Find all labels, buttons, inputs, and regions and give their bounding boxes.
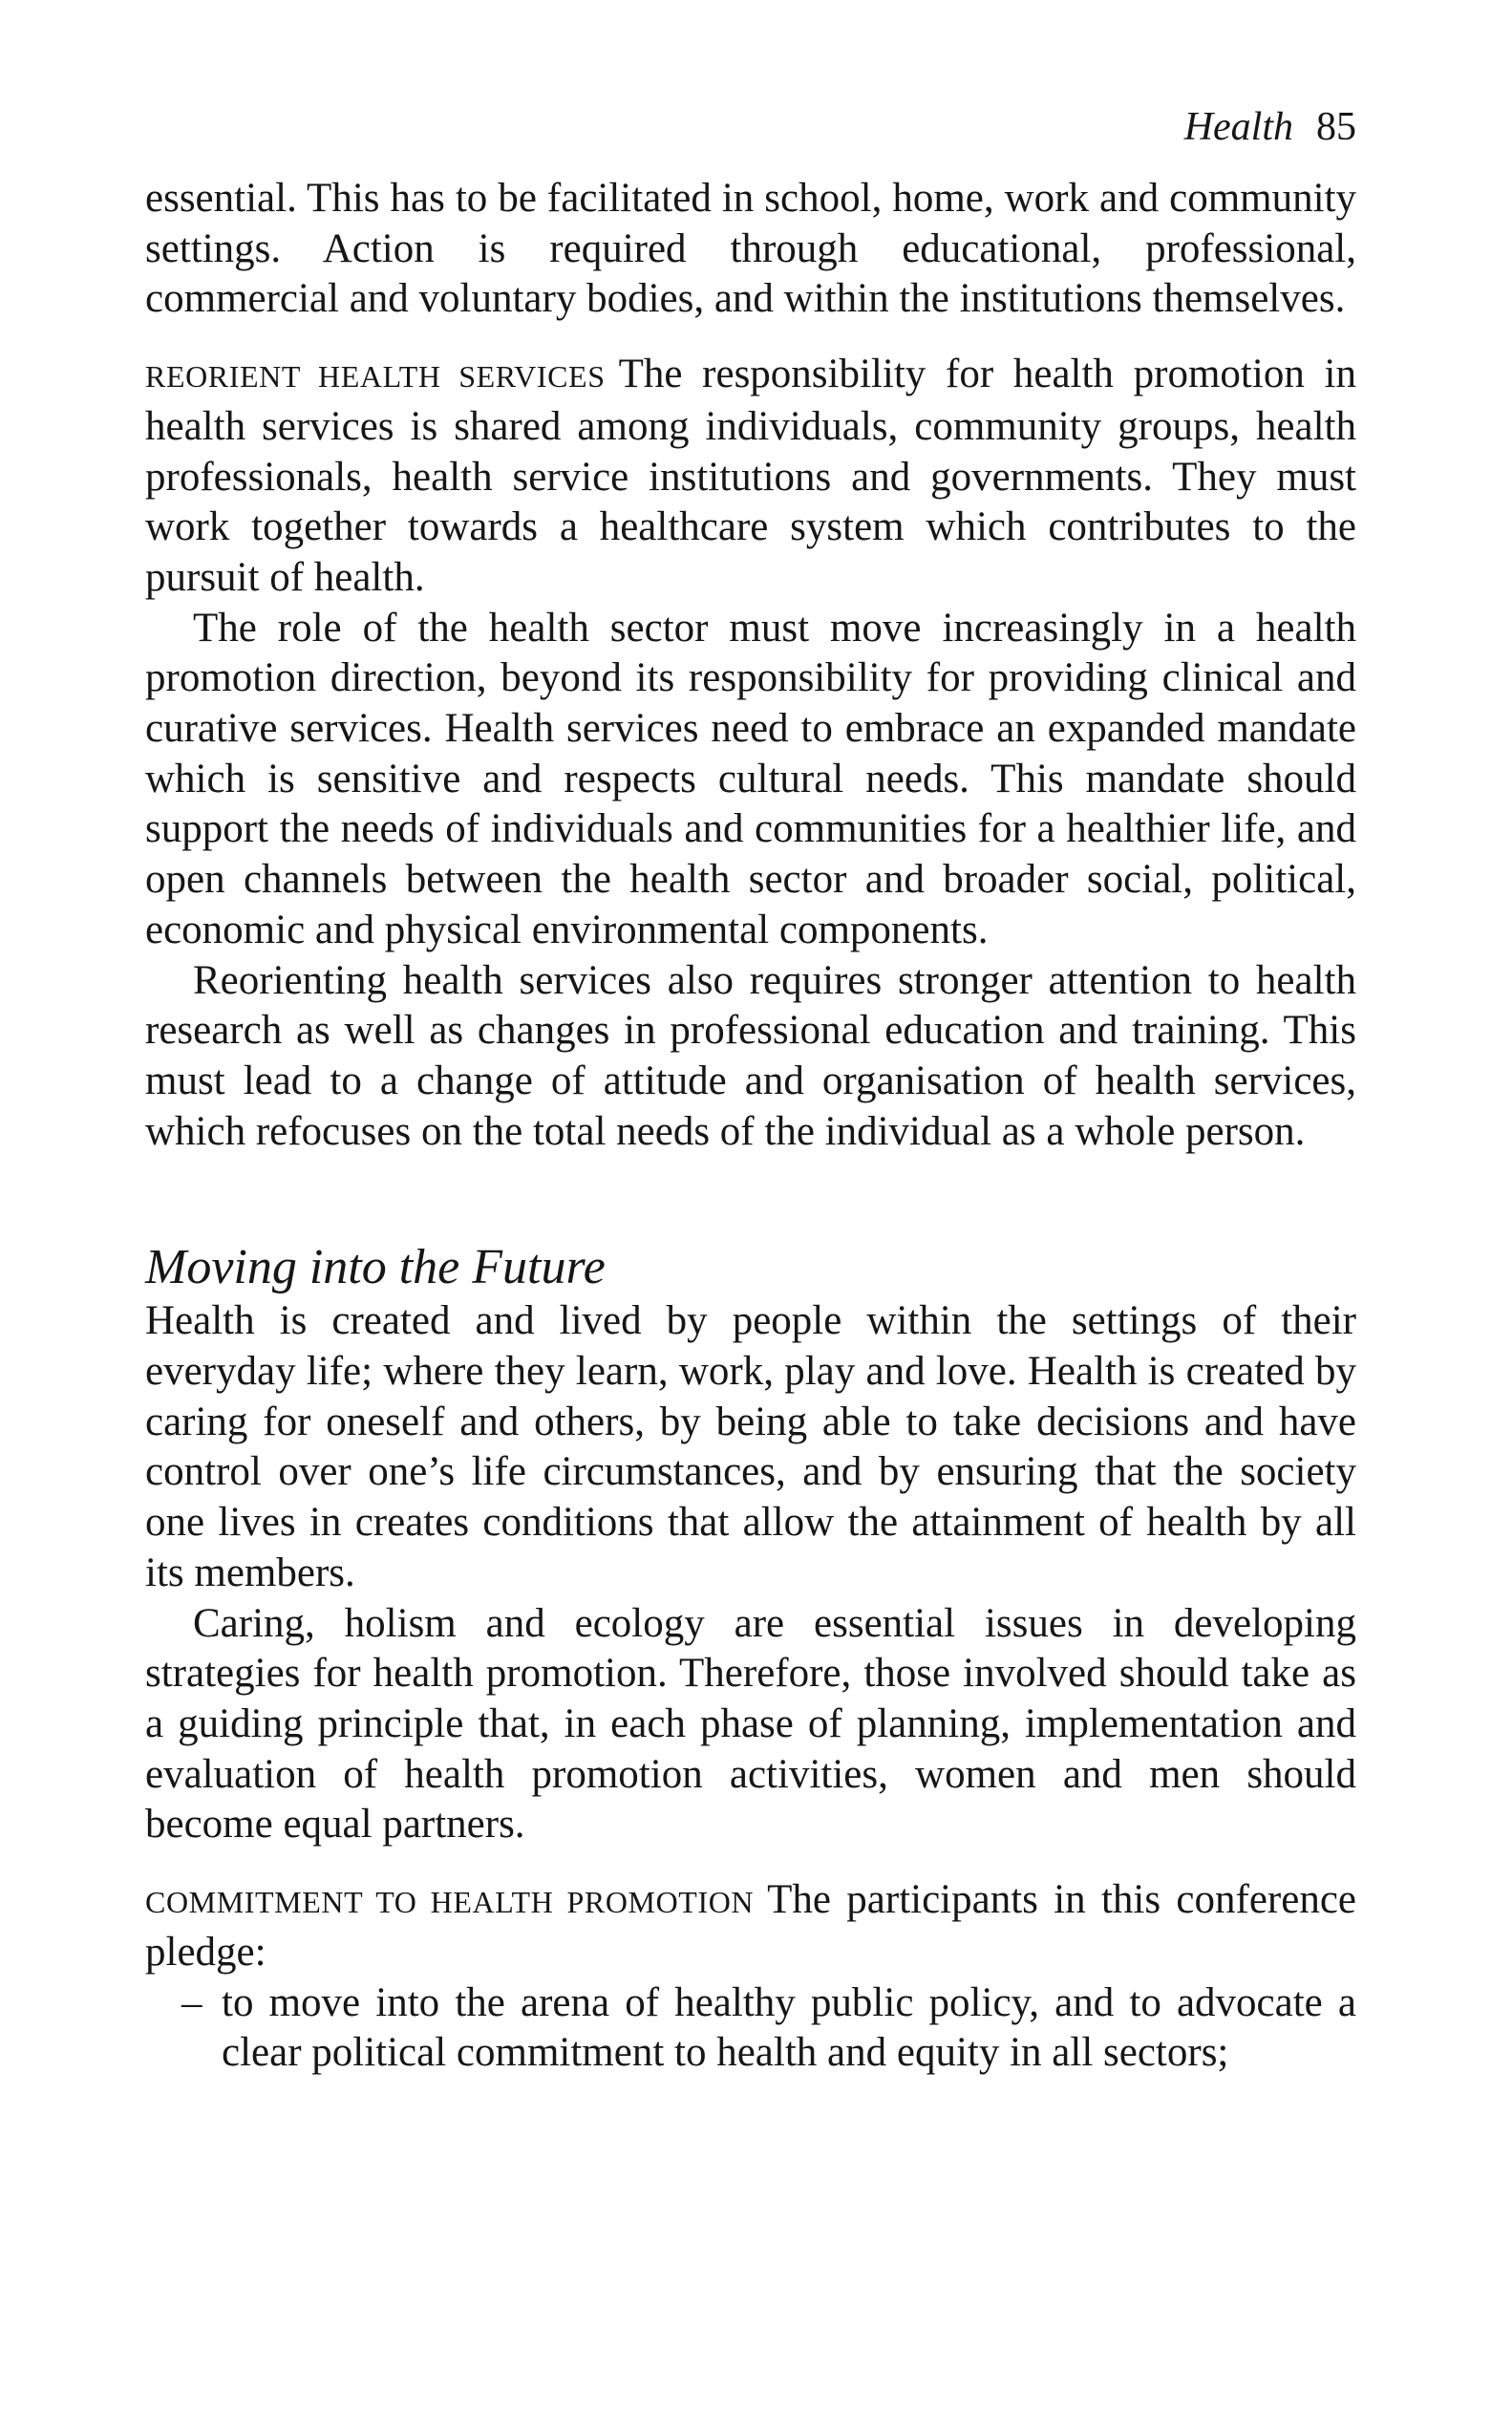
running-head-title: Health	[1183, 105, 1293, 149]
list-item	[181, 1978, 1356, 2079]
caring-paragraph: Caring, holism and ecology are essential issues in developing strategies for health promotion. Therefore, those involved should take as a guiding principle that, in each phase of planning, implementation and evaluation of health promotion activities, women and men should become equal partners.	[145, 1600, 1356, 1848]
health-sector-role-paragraph: The role of the health sector must move increasingly in a health promotion direction, beyond its responsibility for providing clinical and curative services. Health services need to embrace an expanded mandate which is sensitive and respects cultural needs. This mandate should support the needs of individuals and communities for a healthier life, and open channels between the health sector and broader social, political, economic and physical environmental components.	[145, 605, 1356, 952]
reorient-body: The responsibility for health promotion in health services is shared among individuals, community groups, health professionals, health service institutions and governments. They must work together towards a healthcare system which contributes to the pursuit of health.	[145, 352, 1356, 600]
reorienting-paragraph: Reorienting health services also requires stronger attention to health research as well as changes in professional education and training. This must lead to a change of attitude and organisation of health services, which refocuses on the total needs of the individual as a whole person.	[145, 957, 1356, 1154]
pledge-list	[145, 1978, 1356, 2079]
commitment-paragraph	[145, 1875, 1356, 1977]
page-number: 85	[1316, 105, 1356, 149]
commitment-body: The participants in this conference pledge:	[145, 1877, 1356, 1975]
list-dash: –	[181, 1979, 202, 2025]
running-head	[145, 103, 1356, 174]
reorient-lead-in: REORIENT HEALTH SERVICES	[145, 359, 606, 395]
reorient-paragraph	[145, 350, 1356, 604]
commitment-lead-in: COMMITMENT TO HEALTH PROMOTION	[145, 1885, 755, 1920]
future-intro-paragraph: Health is created and lived by people within the settings of their everyday life; where they learn, work, play and love. Health is created by caring for oneself and others, by being able to take decisions and have control over one’s life circumstances, and by ensuring that the society one lives in creates conditions that allow the attainment of health by all its members.	[145, 1298, 1356, 1595]
section-heading: Moving into the Future	[145, 1240, 606, 1295]
continuation-paragraph: essential. This has to be facilitated in school, home, work and community settings. Action is required through educational, professional, commercial and voluntary bodies, and within the institutions themselves.	[145, 176, 1356, 322]
list-item-text: to move into the arena of healthy public policy, and to advocate a clear political commitment to health and equity in all sectors;	[222, 1979, 1356, 2076]
book-page	[145, 103, 1356, 2079]
